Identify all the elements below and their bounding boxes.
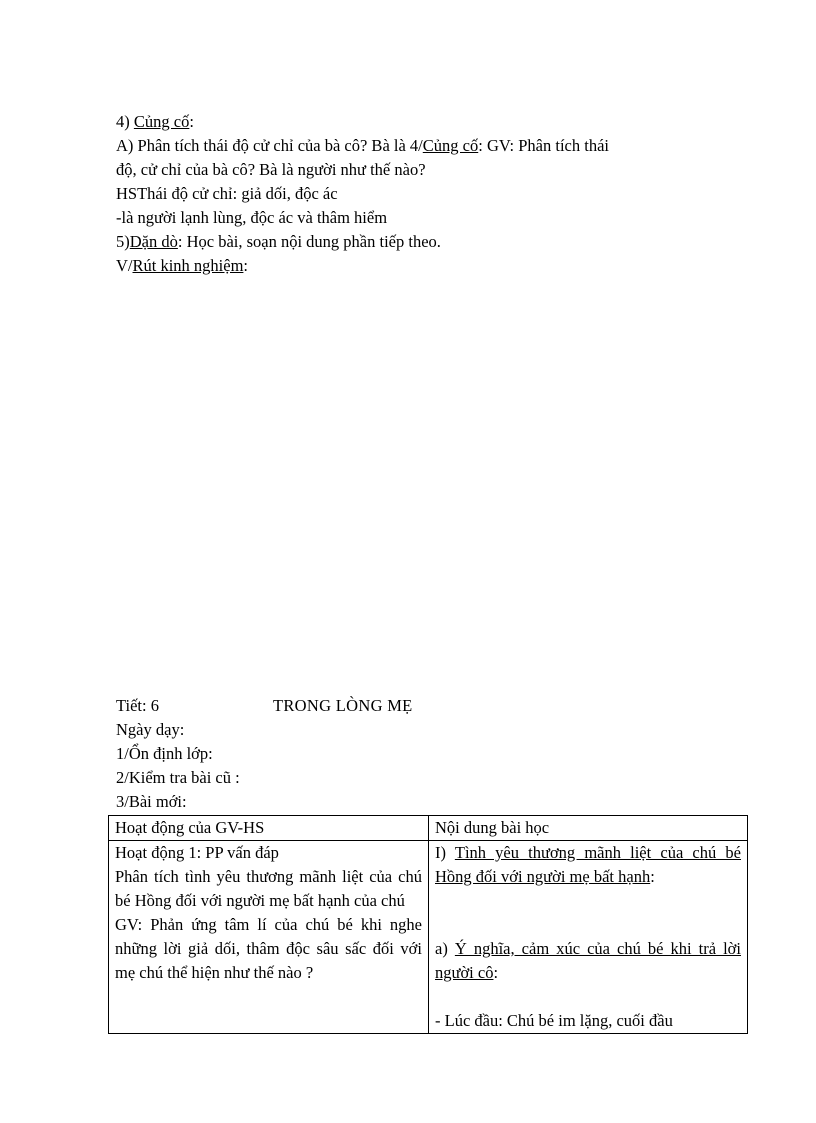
section1-colon: : bbox=[650, 867, 655, 886]
review-heading-colon: : bbox=[189, 112, 194, 131]
step-class-stabilization: 1/Ổn định lớp: bbox=[116, 744, 213, 763]
period-label: Tiết: 6 bbox=[116, 696, 159, 715]
step-old-lesson-check: 2/Kiểm tra bài cũ : bbox=[116, 768, 240, 787]
section1-heading bbox=[435, 841, 741, 889]
col-content-header: Nội dung bài học bbox=[429, 816, 748, 841]
experience-line bbox=[116, 254, 746, 278]
table-row bbox=[109, 841, 748, 1034]
review-question-underlined: Củng cố bbox=[422, 136, 479, 155]
table-header-row bbox=[109, 816, 748, 841]
review-question-line1 bbox=[116, 134, 746, 158]
date-line: Ngày dạy: bbox=[116, 720, 185, 739]
sub-a-heading bbox=[435, 937, 741, 985]
homework-label: Dặn dò bbox=[129, 232, 178, 251]
step-new-lesson: 3/Bài mới: bbox=[116, 792, 187, 811]
sub-a-number: a) bbox=[435, 939, 455, 958]
experience-colon: : bbox=[243, 256, 249, 275]
review-question-prefix: A) Phân tích thái độ cử chỉ của bà cô? Bà là 4/ bbox=[116, 136, 423, 155]
experience-number: V/ bbox=[116, 256, 133, 275]
experience-label: Rút kinh nghiệm bbox=[132, 256, 244, 275]
review-question-suffix: : GV: Phân tích thái bbox=[478, 136, 609, 155]
content-cell bbox=[429, 841, 748, 1034]
student-answer-line: HSThái độ cử chỉ: giả dối, độc ác bbox=[116, 184, 338, 203]
trait-line: -là người lạnh lùng, độc ác và thâm hiểm bbox=[116, 208, 388, 227]
homework-line bbox=[116, 230, 746, 254]
spacer bbox=[435, 889, 741, 937]
activity-description: Phân tích tình yêu thương mãnh liệt của chú bé Hồng đối với người mẹ bất hạnh của chú bbox=[115, 867, 422, 910]
col-activity-header: Hoạt động của GV-HS bbox=[109, 816, 429, 841]
point-1: - Lúc đầu: Chú bé im lặng, cuối đầu bbox=[435, 1011, 673, 1030]
spacer bbox=[435, 985, 741, 1009]
lesson-table bbox=[108, 815, 748, 1034]
section1-number: I) bbox=[435, 843, 455, 862]
sub-a-title: Ý nghĩa, cảm xúc của chú bé khi trả lời người cô bbox=[435, 939, 741, 982]
review-heading bbox=[116, 110, 746, 134]
sub-a-colon: : bbox=[493, 963, 499, 982]
review-heading-number: 4) bbox=[116, 112, 134, 131]
activity-cell bbox=[109, 841, 429, 1034]
homework-number: 5) bbox=[116, 232, 130, 251]
review-heading-label: Củng cố bbox=[133, 112, 190, 131]
lesson-title: TRONG LÒNG MẸ bbox=[273, 696, 413, 715]
section1-title: Tình yêu thương mãnh liệt của chú bé Hồng đối với người mẹ bất hạnh bbox=[435, 843, 741, 886]
homework-text: : Học bài, soạn nội dung phần tiếp theo. bbox=[177, 232, 441, 251]
review-question-line2: độ, cử chỉ của bà cô? Bà là người như thế nào? bbox=[116, 160, 426, 179]
gv-question: GV: Phản ứng tâm lí của chú bé khi nghe những lời giả dối, thâm độc sâu sấc đối với mẹ chú thể hiện như thế nào ? bbox=[115, 915, 422, 982]
activity-title: Hoạt động 1: PP vấn đáp bbox=[115, 843, 279, 862]
